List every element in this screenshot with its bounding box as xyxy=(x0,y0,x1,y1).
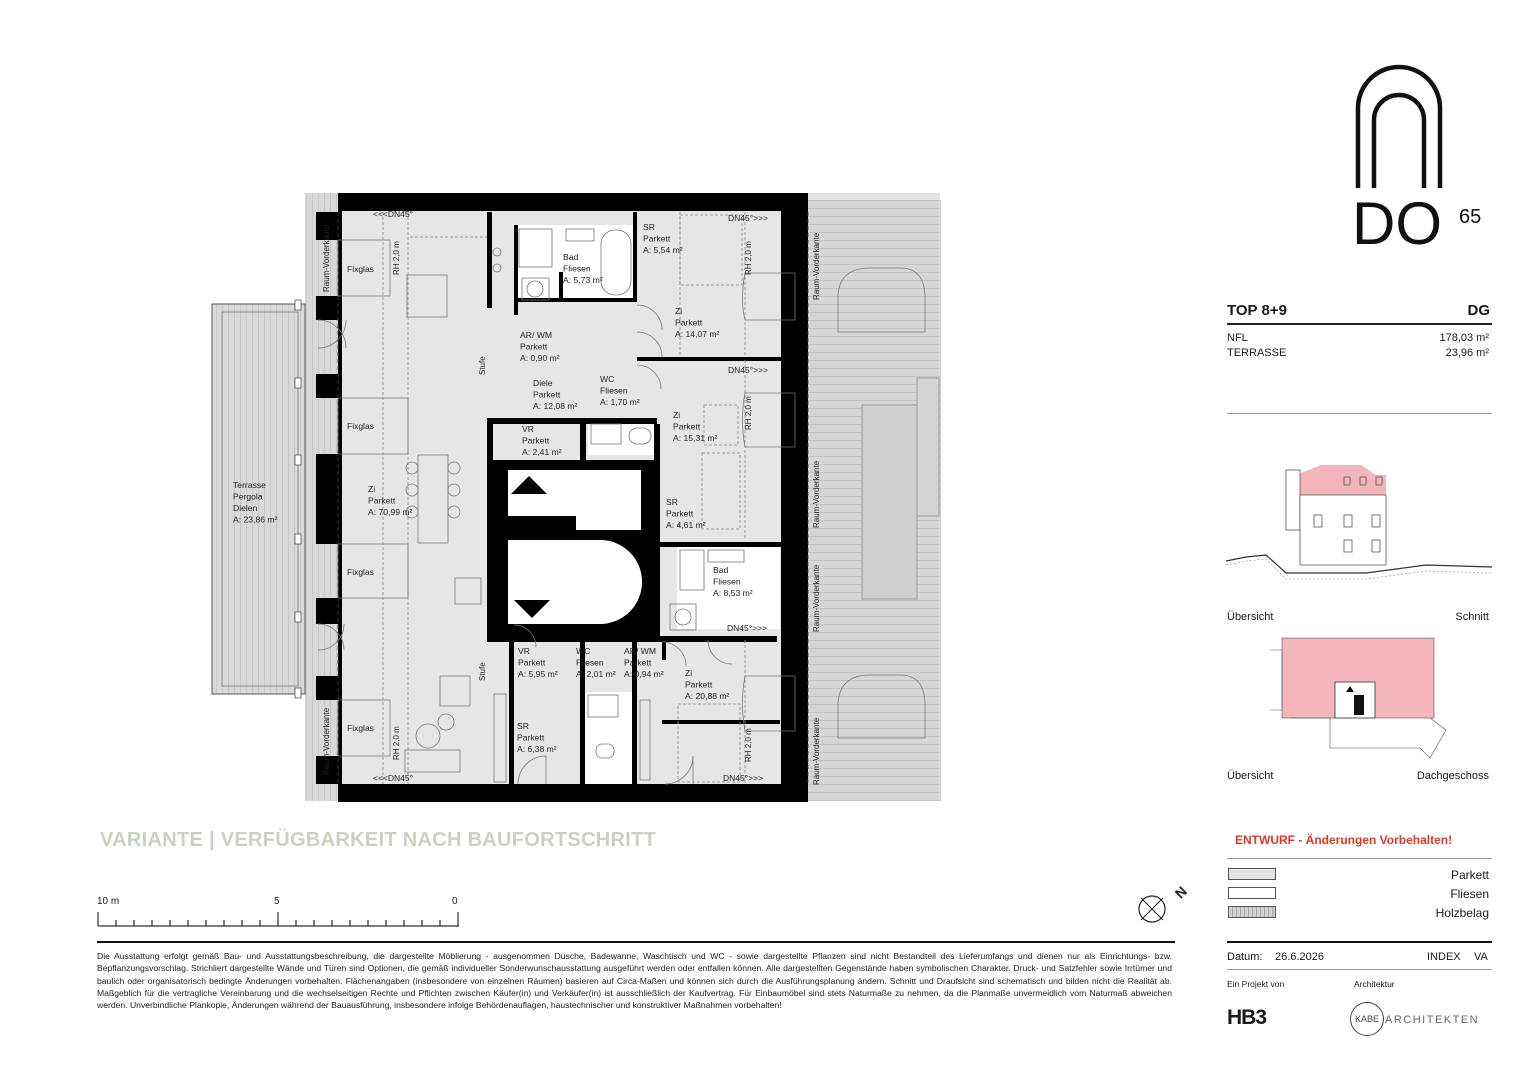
raumkante-label: Raum-Vorderkante xyxy=(812,564,821,632)
rh-label: RH 2,0 m xyxy=(744,728,753,762)
project-label: Ein Projekt von xyxy=(1227,979,1285,989)
room-label: WC Fliesen A: 2,01 m² xyxy=(576,646,616,679)
legend-swatch-holzbelag xyxy=(1228,906,1276,918)
date-value: 26.6.2026 xyxy=(1275,951,1324,963)
room-label: AR/ WM Parkett A: 0,94 m² xyxy=(624,646,664,679)
legend-label: Parkett xyxy=(1450,868,1489,882)
raumkante-label: Raum-Vorderkante xyxy=(812,717,821,785)
thumb-caption: Dachgeschoss xyxy=(1416,770,1489,782)
stufe-label: Stufe xyxy=(478,662,487,681)
fixglas-label: Fixglas xyxy=(347,264,374,274)
wc-bottom xyxy=(585,692,632,784)
room-label: Bad Fliesen A: 5,73 m² xyxy=(563,252,603,285)
roof-window xyxy=(862,405,917,599)
room-label: VR Parkett A: 2,41 m² xyxy=(522,424,562,457)
scale-label: 10 m xyxy=(97,896,120,907)
divider xyxy=(1227,413,1492,414)
raumkante-label: Raum-Vorderkante xyxy=(812,460,821,528)
raumkante-label: Raum-Vorderkante xyxy=(322,224,331,292)
dn-label: DN45°>>> xyxy=(728,365,769,375)
room-label: Bad Fliesen A: 8,53 m² xyxy=(713,565,753,598)
dn-label: DN45°>>> xyxy=(728,213,769,223)
svg-text:65: 65 xyxy=(1459,206,1482,228)
thumb-caption: Schnitt xyxy=(1455,611,1489,623)
room-label: AR/ WM Parkett A: 0,90 m² xyxy=(520,330,560,363)
floor-label: DG xyxy=(1467,302,1490,319)
svg-text:DO: DO xyxy=(1352,190,1442,250)
room-label: Diele Parkett A: 12,08 m² xyxy=(533,378,578,411)
rh-label: RH 2,0 m xyxy=(392,241,401,275)
divider xyxy=(1227,969,1492,970)
room-label: Zi Parkett A: 70,99 m² xyxy=(368,484,413,517)
rh-label: RH 2,0 m xyxy=(744,396,753,430)
room-label: SR Parkett A: 6,38 m² xyxy=(517,721,557,754)
dn-label: DN45°>>> xyxy=(723,773,764,783)
dn-label: <<<DN45° xyxy=(373,773,414,783)
arch-label: Architektur xyxy=(1354,979,1395,989)
thumb-caption: Übersicht xyxy=(1227,611,1274,623)
section-thumbnail xyxy=(1226,455,1492,595)
scale-label: 0 xyxy=(452,896,458,907)
divider xyxy=(1227,323,1492,325)
room-label: Zi Parkett A: 14,07 m² xyxy=(675,306,720,339)
kabe-badge-icon: KABE xyxy=(1350,1002,1384,1036)
legend-swatch-fliesen xyxy=(1228,887,1276,899)
stufe-label: Stufe xyxy=(478,356,487,375)
overview-thumbnail xyxy=(1270,630,1450,765)
draft-warning: ENTWURF - Änderungen Vorbehalten! xyxy=(1235,833,1453,847)
divider xyxy=(1227,941,1492,943)
room-label: Zi Parkett A: 15,31 m² xyxy=(673,410,718,443)
scale-label: 5 xyxy=(274,896,280,907)
area-value: 23,96 m² xyxy=(1445,347,1489,359)
fixglas-label: Fixglas xyxy=(347,567,374,577)
room-label: SR Parkett A: 4,61 m² xyxy=(666,497,706,530)
legend-swatch-parkett xyxy=(1228,868,1276,880)
rh-label: RH 2,0 m xyxy=(392,726,401,760)
room-label: WC Fliesen A: 1,70 m² xyxy=(600,374,640,407)
room-label: VR Parkett A: 5,95 m² xyxy=(518,646,558,679)
unit-label: TOP 8+9 xyxy=(1227,302,1287,319)
date-label: Datum: xyxy=(1227,951,1263,963)
divider xyxy=(97,941,1175,943)
fixglas-label: Fixglas xyxy=(347,421,374,431)
area-label: TERRASSE xyxy=(1227,347,1287,359)
rh-label: RH 2,0 m xyxy=(744,241,753,275)
dn-label: DN45°>>> xyxy=(727,623,768,633)
divider xyxy=(1227,858,1492,859)
svg-text:N: N xyxy=(1171,883,1190,902)
area-value: 178,03 m² xyxy=(1439,332,1489,344)
dn-label: <<<DN45° xyxy=(373,209,414,219)
do65-logo xyxy=(1350,60,1500,250)
legend-label: Fliesen xyxy=(1450,887,1489,901)
room-label: SR Parkett A: 5,54 m² xyxy=(643,222,683,255)
north-arrow-icon xyxy=(1132,880,1196,930)
variant-banner: VARIANTE | VERFÜGBARKEIT NACH BAUFORTSCHRITT xyxy=(100,829,657,851)
arch-name: ARCHITEKTEN xyxy=(1385,1014,1480,1026)
room-label: Terrasse Pergola Dielen A: 23,86 m² xyxy=(233,480,278,525)
fixglas-label: Fixglas xyxy=(347,723,374,733)
legend-label: Holzbelag xyxy=(1435,906,1489,920)
raumkante-label: Raum-Vorderkante xyxy=(812,232,821,300)
hb3-logo: HB3 xyxy=(1227,1006,1267,1029)
index-value: VA xyxy=(1474,951,1488,963)
raumkante-label: Raum-Vorderkante xyxy=(322,707,331,775)
area-label: NFL xyxy=(1227,332,1248,344)
room-label: Zi Parkett A: 20,88 m² xyxy=(685,668,730,701)
disclaimer-text: Die Ausstattung erfolgt gemäß Bau- und Ausstattungsbeschreibung, die dargestellte Möblierung - ausgenommen Dusche, Badewanne, Waschtisch und WC - sowie dargestellte Pflanzen sind nicht Bestandteil des Lieferumfangs und dienen nur als Einrichtungs- bzw. Bepflanzungsvorschlag. Strichliert dargestellte Wände und Türen sind Optionen, die gemäß individueller Sonderwunschausstattung ausgeführt werden oder entfallen können. Alle dargestellten Gegenstände haben symbolischen Charakter. Druck- und Satzfehler sowie Irrtümer und baulich oder organisatorisch bedingte Änderungen vorbehalten. Flächenangaben (insbesondere von einzelnen Räumen) basieren auf Circa-Maßen und können sich durch die Ausführungsplanung ändern. Schnitt und Draufsicht sind schematisch und bilden nicht die Realität ab. Maßgeblich für die vertragliche Vereinbarung und die wechselseitigen Rechte und Pflichten zwischen Käufer(in) und Verkäufer(in) ist ausschließlich der Kaufvertrag. Für Einbaumöbel sind stets Naturmaße zu nehmen, da die Planmaße unvermeidlich vom Naturmaß abweichen werden. Unverbindliche Plankopie, Änderungen während der Bauausführung, insbesondere infolge Behördenauflagen, haustechnischer und konstruktiver Maßnahmen vorbehalten! xyxy=(97,951,1172,1011)
thumb-caption: Übersicht xyxy=(1227,770,1274,782)
index-label: INDEX xyxy=(1427,951,1461,963)
